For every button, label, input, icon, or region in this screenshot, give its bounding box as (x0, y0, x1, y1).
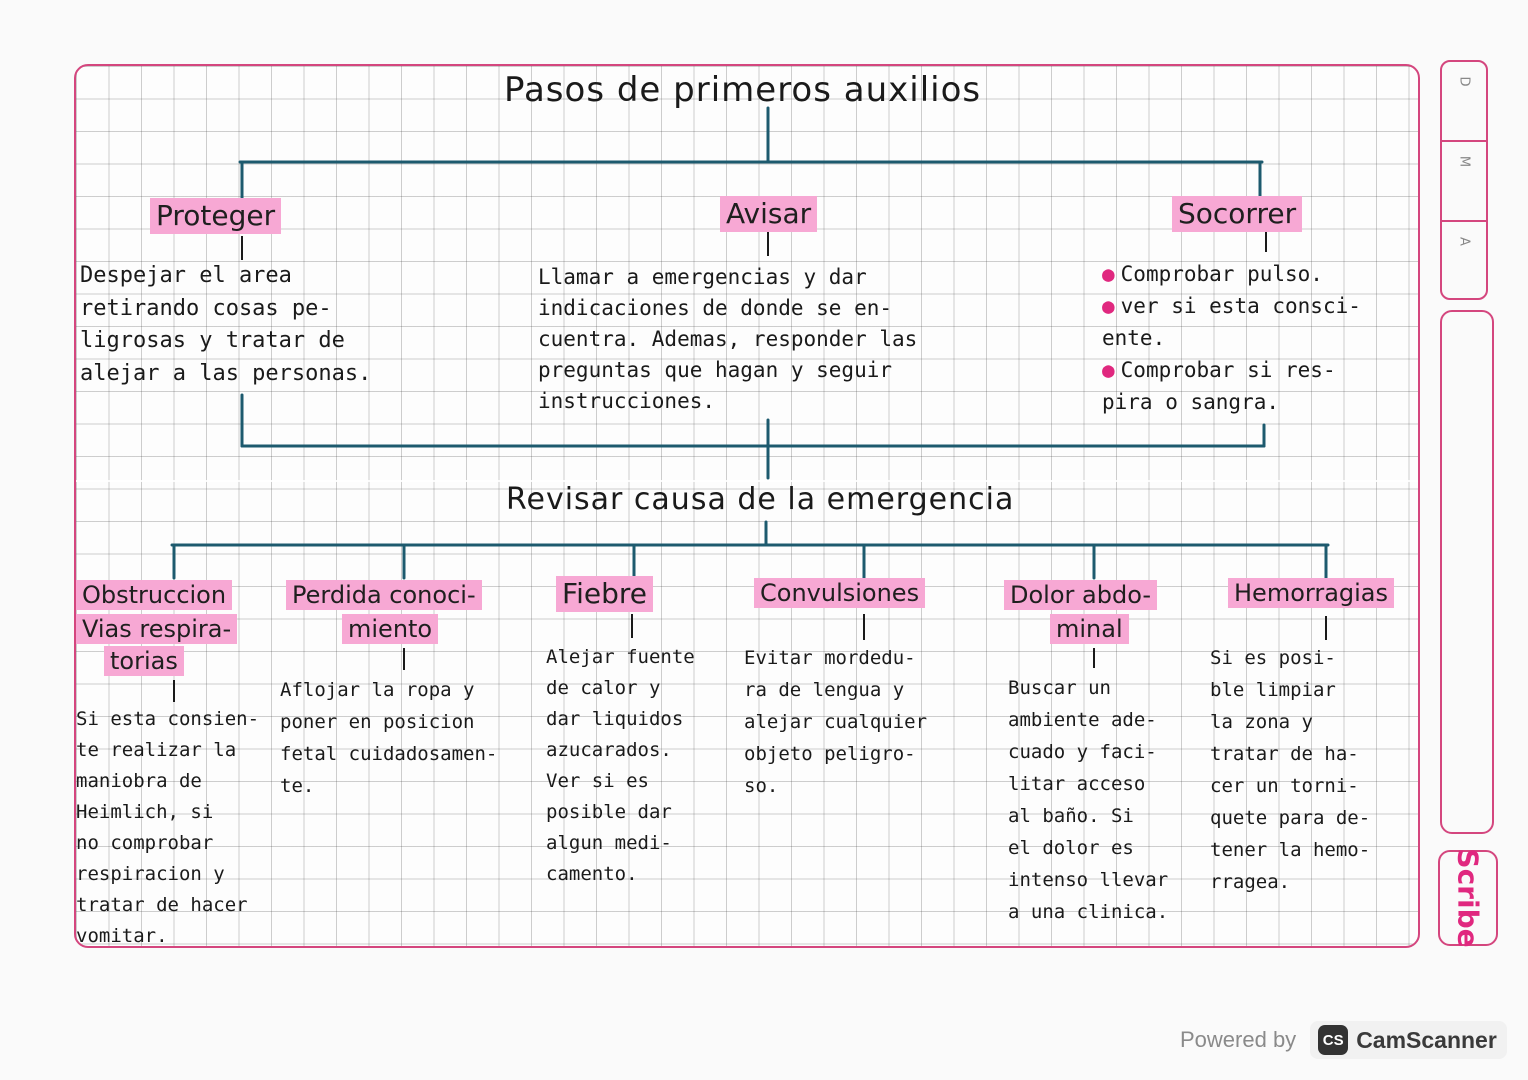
camscanner-brand: CamScanner (1356, 1026, 1497, 1053)
cause-convulsiones-text: Evitar mordedu- ra de lengua y alejar cualquier objeto peligro- so. (744, 647, 928, 797)
powered-by-text: Powered by (1180, 1027, 1297, 1052)
cause-obstruccion-label-2: Vias respira- (76, 614, 237, 644)
cause-perdida-label-2: miento (342, 614, 438, 644)
bullet-dot: ● (1102, 358, 1115, 382)
notebook-side-column (1440, 310, 1494, 834)
node-avisar-label: Avisar (720, 196, 817, 232)
camscanner-badge (1310, 1021, 1507, 1059)
tab-m: M (1442, 142, 1486, 222)
bullet-dot: ● (1102, 262, 1115, 286)
diagram-title: Pasos de primeros auxilios (504, 70, 982, 110)
cause-dolor-label-1: Dolor abdo- (1004, 580, 1157, 610)
tab-d: D (1442, 62, 1486, 142)
cause-perdida-label-1: Perdida conoci- (286, 580, 482, 610)
cause-dolor-text: Buscar un ambiente ade- cuado y faci- litar acceso al baño. Si el dolor es intenso llevar a una clinica. (1008, 677, 1169, 923)
cause-convulsiones-label: Convulsiones (754, 578, 925, 608)
notebook-date-tabs (1440, 60, 1488, 300)
node-proteger-text: Despejar el area retirando cosas pe- ligrosas y tratar de alejar a las personas. (80, 263, 372, 386)
cause-hemorragias-text: Si es posi- ble limpiar la zona y tratar de ha- cer un torni- quete para de- tener la hemo- rragea. (1210, 647, 1371, 893)
cause-obstruccion-text: Si esta consien- te realizar la maniobra de Heimlich, si no comprobar respiracion y tratar de hacer vomitar. (76, 708, 260, 947)
cause-perdida-text: Aflojar la ropa y poner en posicion fetal cuidadosamen- te. (280, 679, 498, 797)
cause-obstruccion-label-1: Obstruccion (76, 580, 232, 610)
cause-fiebre-label: Fiebre (556, 576, 653, 612)
scribe-logo: Scribe (1438, 850, 1498, 946)
middle-node-label: Revisar causa de la emergencia (506, 482, 1015, 517)
cause-hemorragias-label: Hemorragias (1228, 578, 1394, 608)
cause-fiebre-text: Alejar fuente de calor y dar liquidos azucarados. Ver si es posible dar algun medi- camento. (546, 646, 695, 885)
bullet-dot: ● (1102, 294, 1115, 318)
node-socorrer-label: Socorrer (1172, 196, 1302, 232)
tab-a: A (1456, 237, 1472, 246)
node-socorrer-text: ● Comprobar pulso. ● ver si esta consci- ente. ● Comprobar si res- pira o sangra. (1102, 262, 1361, 414)
cause-obstruccion-label-3: torias (104, 646, 184, 676)
node-avisar-text: Llamar a emergencias y dar indicaciones de donde se en- cuentra. Ademas, responder las preguntas que hagan y seguir instrucciones. (538, 265, 918, 413)
camscanner-footer (1180, 1018, 1507, 1062)
node-proteger-label: Proteger (150, 198, 281, 234)
camscanner-logo-icon: CS (1318, 1025, 1348, 1055)
cause-dolor-label-2: minal (1050, 614, 1129, 644)
